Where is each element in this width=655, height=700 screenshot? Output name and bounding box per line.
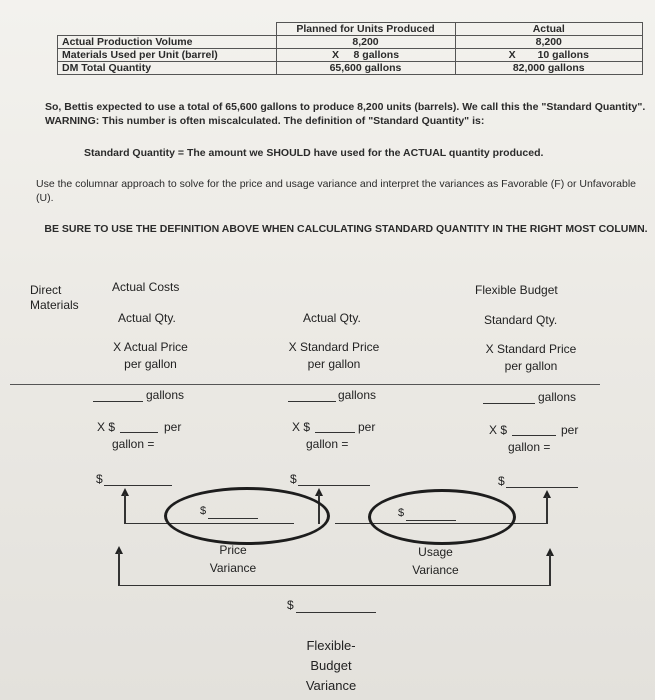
actual-dm-total: 82,000 gallons [455,62,643,75]
planned-header: Planned for Units Produced [276,23,455,36]
row-actual-production-label: Actual Production Volume [58,36,277,49]
direct-materials-label: Direct Materials [30,283,79,312]
col1-total-dollar: $ [96,472,103,486]
price-variance-blank[interactable] [208,518,258,519]
col3-total-blank[interactable] [506,487,578,488]
standard-quantity-paragraph: So, Bettis expected to use a total of 65,600 gallons to produce 8,200 units (barrels). We call this the "Standard Quantity". WARNING: This number is often miscalculated. The definition of "Standard Quantity" is: [45,101,646,127]
col2-x-dollar: X $ [292,420,311,434]
instructions-text: Use the columnar approach to solve for the price and usage variance and interpret the variances as Favorable (F) or Unfavorable (U). [36,178,636,204]
actual-volume: 8,200 [455,36,643,49]
col2-gallon-equals: gallon = [306,437,349,451]
col3-gallon-equals: gallon = [508,440,551,454]
actual-materials-per-unit-cell [455,49,643,62]
col1-gallon-equals: gallon = [112,437,155,451]
price-variance-ellipse [164,487,330,545]
col3-bracket-stem [546,496,548,524]
usage-variance-label: Usage Variance [412,545,459,577]
col3-x-dollar: X $ [489,423,508,437]
price-variance-dollar: $ [200,505,207,517]
flex-variance-blank[interactable] [296,612,376,613]
col2-qty-label: Actual Qty. [303,311,361,325]
col2-price-label: X Standard Price per gallon [288,340,380,371]
usage-variance-ellipse [368,489,516,545]
usage-variance-dollar: $ [398,507,405,519]
col1-gallons-blank[interactable] [93,401,143,402]
col3-price-label: X Standard Price per gallon [485,342,577,373]
col3-gallons-unit: gallons [538,390,577,404]
col2-total-dollar: $ [290,472,297,486]
col1-x-dollar: X $ [97,420,116,434]
col2-price-blank[interactable] [315,432,355,433]
production-table [57,22,643,75]
col1-gallons-unit: gallons [146,388,185,402]
col1-total-blank[interactable] [104,485,172,486]
col3-gallons-blank[interactable] [483,403,535,404]
col3-price-blank[interactable] [512,435,556,436]
col3-total-dollar: $ [498,474,505,488]
price-variance-label: Price Variance [209,543,257,575]
actual-header: Actual [455,23,643,36]
flex-right-stem [549,554,551,586]
col3-qty-label: Standard Qty. [484,313,558,327]
col3-per: per [561,423,579,437]
section-divider [10,384,600,385]
col1-price-blank[interactable] [120,432,158,433]
planned-volume: 8,200 [276,36,455,49]
warning-text: BE SURE TO USE THE DEFINITION ABOVE WHEN CALCULATING STANDARD QUANTITY IN THE RIGHT MOST COLUMN. [44,223,648,235]
actual-materials-per-unit: 10 gallons [537,49,589,61]
row-dm-total-label: DM Total Quantity [58,62,277,75]
col1-bracket-stem [124,494,126,524]
planned-dm-total: 65,600 gallons [276,62,455,75]
col1-price-label: X Actual Price per gallon [113,340,188,371]
row-materials-per-unit-label: Materials Used per Unit (barrel) [58,49,277,62]
multiply-sign: X [508,49,516,61]
flex-variance-dollar: $ [287,598,294,612]
flex-left-stem [118,552,120,586]
usage-variance-blank[interactable] [406,520,456,521]
flex-bracket-base [118,585,550,586]
col1-per: per [164,420,182,434]
flexible-budget-header: Flexible Budget [475,283,558,297]
standard-quantity-definition: Standard Quantity = The amount we SHOULD have used for the ACTUAL quantity produced. [84,147,544,159]
col2-total-blank[interactable] [298,485,370,486]
col2-per: per [358,420,376,434]
col1-qty-label: Actual Qty. [118,311,176,325]
flexible-budget-variance-label: Flexible-Budget Variance [305,638,357,693]
actual-costs-header: Actual Costs [112,280,180,294]
col2-gallons-blank[interactable] [288,401,336,402]
col2-gallons-unit: gallons [338,388,377,402]
planned-materials-per-unit: X 8 gallons [276,49,455,62]
